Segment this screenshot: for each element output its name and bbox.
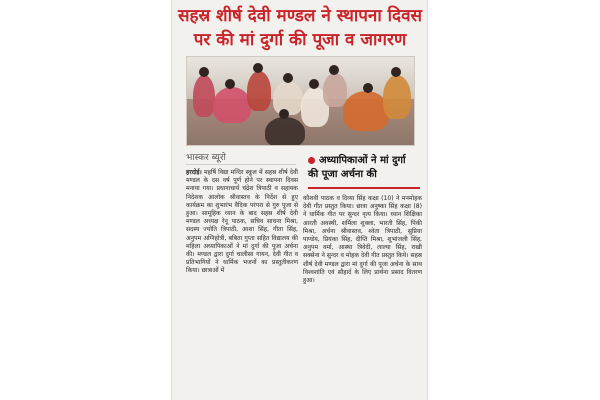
photo-person — [383, 75, 411, 119]
subheading — [308, 154, 420, 182]
photo-person-head — [309, 79, 319, 89]
photo-person-head — [279, 109, 289, 119]
article-text-1: महर्षि विद्या मन्दिर स्कूल में सहस्र शीर्ष देवी मण्डल के दस वर्ष पूर्ण होने पर स्थापना दिवस मनाया गया। प्रधानाचार्य चंद्रेश त्रिपाठी व सहायक निदेशक आलोक श्रीवास्तव के निर्देश से हुए कार्यक्रम का शुभारंभ वैदिक परंपरा से गुरु पूजा से हुआ। सामूहिक ध्यान के बाद सहस्र शीर्ष देवी मण्डल अध्यक्ष रेनू पाठक, सचिव साधना मिश्रा, सदस्य ज्योति त्रिपाठी, आशा सिंह, गीता सिंह, अनुपम अग्निहोत्री, बबिता गुप्ता सहित विद्यालय की महिला अध्यापिकाओं ने मां दुर्गा की पूजा अर्चना की। मण्डल द्वारा दुर्गा चालीसा गायन, देवी गीत व प्रतिभागियों ने धार्मिक भजनों का प्रस्तुतीकरण किया। छात्राओं में — [186, 169, 298, 275]
article-column-1 — [186, 169, 298, 276]
headline-line-2: पर की मां दुर्गा की पूजा व जागरण — [193, 30, 407, 50]
photo-person-head — [283, 73, 293, 83]
newspaper-clipping — [172, 0, 427, 400]
photo-person-head — [391, 67, 401, 77]
news-photo — [186, 56, 415, 146]
headline — [176, 4, 424, 52]
photo-person — [247, 71, 271, 111]
article-column-2 — [303, 195, 422, 285]
subheading-line-2: की पूजा अर्चना की — [308, 169, 377, 180]
subheading-line-1 — [308, 154, 420, 168]
photo-person — [323, 73, 347, 107]
photo-person-head — [363, 83, 373, 93]
headline-line-1: सहस्र शीर्ष देवी मण्डल ने स्थापना दिवस — [177, 6, 423, 26]
photo-person — [265, 117, 305, 146]
subheading-rule — [308, 187, 420, 189]
photo-person — [193, 75, 215, 117]
photo-person-head — [253, 63, 263, 73]
photo-person-head — [329, 65, 339, 75]
photo-person-head — [225, 79, 235, 89]
dateline: हरदोई। — [186, 169, 202, 176]
photo-person — [213, 87, 251, 123]
subheading-text-1: अध्यापिकाओं ने मां दुर्गा — [319, 155, 406, 166]
photo-person-head — [199, 67, 209, 77]
article-text-2: कौशवी पाठक व दिव्या सिंह कक्षा (10) ने मनमोहक देवी गीत प्रस्तुत किया। छात्रा अनुष्का सिंह कक्षा (8) ने धार्मिक गीत पर सुन्दर नृत्य किया। ध्यान शिक्षिका आरती अवस्थी, शर्मिला शुक्ला, भारती सिंह, पिंकी मिश्रा, अर्चना श्रीवास्तव, श्वेता त्रिपाठी, सुप्रिया पाण्डेय, प्रियंका सिंह, दीप्ति मिश्रा, शुभांजली सिंह, अनुपम वर्मा, आस्था त्रिवेदी, लाल्या सिंह, राखी सक्सेना ने सुन्दर व मोहक देवी गीत प्रस्तुत किये। सहस्र शीर्ष देवी मण्डल द्वारा मां दुर्गा की पूजा अर्चना के साथ विश्वशांति एवं सौहार्द के लिए प्रार्थना प्रसाद वितरण हुआ। — [303, 195, 422, 285]
photo-person — [273, 81, 303, 115]
bullet-dot-icon — [308, 157, 315, 164]
byline: भास्कर ब्यूरो — [186, 152, 296, 165]
